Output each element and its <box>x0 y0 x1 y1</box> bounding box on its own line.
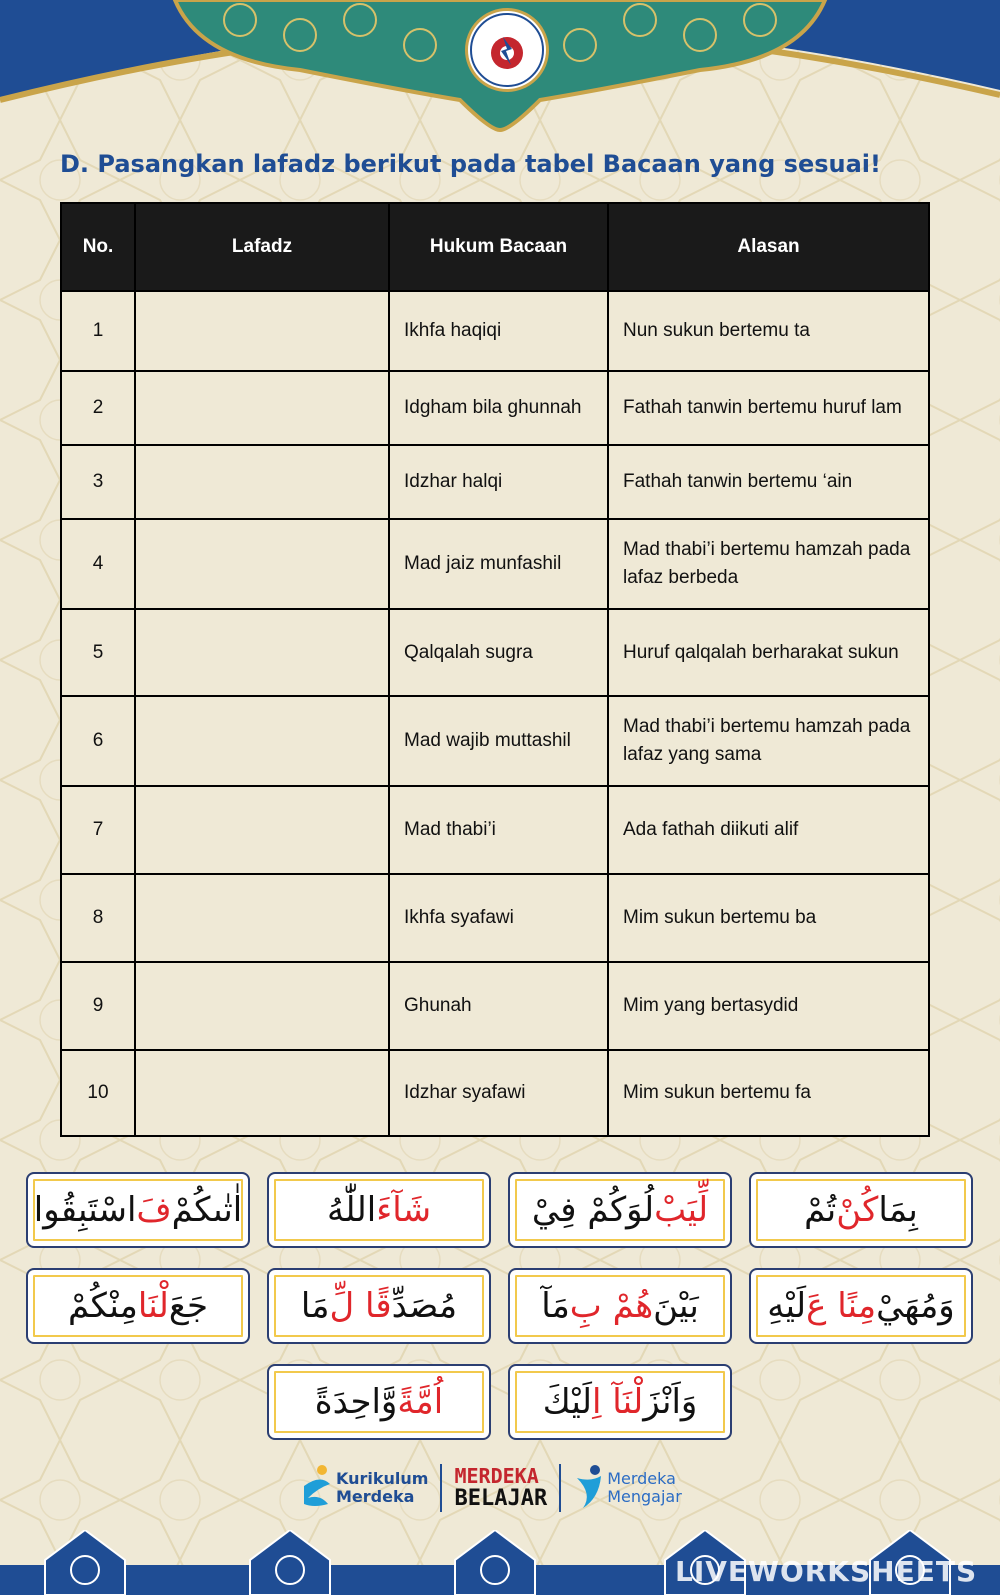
hukum-cell: Ikhfa syafawi <box>389 874 608 962</box>
card-text-post: اسْتَبِقُوا <box>33 1190 137 1230</box>
lafadz-card[interactable] <box>508 1268 732 1344</box>
table-row <box>61 371 929 445</box>
belajar-bottom: BELAJAR <box>454 1486 548 1511</box>
alasan-cell: Fathah tanwin bertemu ‘ain <box>608 445 929 519</box>
row-number: 4 <box>61 519 135 609</box>
lafadz-card[interactable] <box>749 1268 973 1344</box>
table-row <box>61 519 929 609</box>
header-hukum: Hukum Bacaan <box>389 203 608 291</box>
row-number: 6 <box>61 696 135 786</box>
card-text-post: اللّٰهُ <box>326 1190 377 1230</box>
card-text-highlight: هُمْ بِ <box>569 1286 654 1326</box>
row-number: 5 <box>61 609 135 696</box>
row-number: 8 <box>61 874 135 962</box>
lafadz-drop-slot[interactable] <box>135 609 389 696</box>
header-alasan: Alasan <box>608 203 929 291</box>
card-text-highlight: كُنْ <box>836 1190 879 1230</box>
hukum-cell: Mad jaiz munfashil <box>389 519 608 609</box>
card-text-pre: اٰتٰىكُمْ <box>171 1190 243 1230</box>
alasan-cell: Mim yang bertasydid <box>608 962 929 1050</box>
liveworksheets-watermark: LIVEWORKSHEETS <box>675 1555 978 1588</box>
card-text-highlight: شَآءَ <box>376 1190 432 1230</box>
table-row <box>61 445 929 519</box>
header-no: No. <box>61 203 135 291</box>
card-text-pre: وَمُهَيْ <box>876 1286 955 1326</box>
table-row <box>61 696 929 786</box>
lafadz-drop-slot[interactable] <box>135 445 389 519</box>
hukum-cell: Idzhar syafawi <box>389 1050 608 1136</box>
table-row <box>61 962 929 1050</box>
merdeka-top: MERDEKA <box>454 1464 539 1488</box>
alasan-cell: Nun sukun bertemu ta <box>608 291 929 371</box>
card-text-highlight: لْنَا <box>137 1286 169 1326</box>
merdeka-belajar-logo <box>454 1465 547 1511</box>
merdeka-mengajar-logo <box>573 1464 682 1512</box>
lafadz-drop-slot[interactable] <box>135 371 389 445</box>
mengajar-icon <box>573 1464 607 1512</box>
lafadz-card[interactable] <box>26 1172 250 1248</box>
lafadz-card[interactable] <box>267 1364 491 1440</box>
card-text-pre: مُصَدِّ <box>391 1286 458 1326</box>
alasan-cell: Mim sukun bertemu ba <box>608 874 929 962</box>
lafadz-drop-slot[interactable] <box>135 696 389 786</box>
card-text-pre: جَعَ <box>168 1286 208 1326</box>
instruction-title: D. Pasangkan lafadz berikut pada tabel Bacaan yang sesuai! <box>60 150 881 178</box>
alasan-cell: Mad thabi’i bertemu hamzah pada lafaz berbeda <box>608 519 929 609</box>
lafadz-card[interactable] <box>508 1364 732 1440</box>
card-text-pre: بَيْنَ <box>653 1286 699 1326</box>
row-number: 10 <box>61 1050 135 1136</box>
footer-divider <box>559 1464 561 1512</box>
hukum-cell: Ikhfa haqiqi <box>389 291 608 371</box>
lafadz-drop-slot[interactable] <box>135 962 389 1050</box>
card-text-highlight: قًا لِّ <box>329 1286 392 1326</box>
hukum-cell: Idgham bila ghunnah <box>389 371 608 445</box>
card-text-post: لُوَكُمْ فِيْ <box>531 1190 655 1230</box>
kurikulum-line1: Kurikulum <box>336 1469 429 1488</box>
row-number: 7 <box>61 786 135 874</box>
table-row <box>61 874 929 962</box>
footer-logos <box>300 1458 700 1518</box>
lafadz-card[interactable] <box>508 1172 732 1248</box>
lafadz-drop-slot[interactable] <box>135 519 389 609</box>
lafadz-drop-slot[interactable] <box>135 874 389 962</box>
lafadz-drop-slot[interactable] <box>135 786 389 874</box>
kurikulum-merdeka-logo <box>300 1464 428 1512</box>
lafadz-card[interactable] <box>749 1172 973 1248</box>
lafadz-drop-slot[interactable] <box>135 291 389 371</box>
lafadz-card[interactable] <box>267 1268 491 1344</box>
hukum-cell: Mad thabi’i <box>389 786 608 874</box>
hukum-cell: Ghunah <box>389 962 608 1050</box>
mengajar-line2: Mengajar <box>607 1487 682 1506</box>
card-text-highlight: لِّيَبْ <box>654 1190 709 1230</box>
kurikulum-line2: Merdeka <box>336 1487 415 1506</box>
card-text-post: لَيْكَ <box>542 1382 592 1422</box>
alasan-cell: Mad thabi’i bertemu hamzah pada lafaz yang sama <box>608 696 929 786</box>
lafadz-card[interactable] <box>26 1268 250 1344</box>
row-number: 1 <box>61 291 135 371</box>
matching-table <box>60 202 930 1137</box>
alasan-cell: Huruf qalqalah berharakat sukun <box>608 609 929 696</box>
hukum-cell: Idzhar halqi <box>389 445 608 519</box>
lafadz-drop-slot[interactable] <box>135 1050 389 1136</box>
card-text-pre: وَاَنْزَ <box>643 1382 698 1422</box>
table-row <box>61 609 929 696</box>
hukum-cell: Qalqalah sugra <box>389 609 608 696</box>
school-logo <box>465 8 549 92</box>
table-row <box>61 1050 929 1136</box>
row-number: 3 <box>61 445 135 519</box>
alasan-cell: Ada fathah diikuti alif <box>608 786 929 874</box>
card-text-post: وَّاحِدَةً <box>314 1382 398 1422</box>
table-row <box>61 786 929 874</box>
card-text-post: تُمْ <box>804 1190 837 1230</box>
alasan-cell: Mim sukun bertemu fa <box>608 1050 929 1136</box>
card-text-highlight: اُمَّةً <box>397 1382 444 1422</box>
card-text-post: مَا <box>300 1286 330 1326</box>
lafadz-card[interactable] <box>267 1172 491 1248</box>
hukum-cell: Mad wajib muttashil <box>389 696 608 786</box>
header-lafadz: Lafadz <box>135 203 389 291</box>
row-number: 9 <box>61 962 135 1050</box>
card-text-highlight: مِنًا عَ <box>806 1286 877 1326</box>
table-row <box>61 291 929 371</box>
row-number: 2 <box>61 371 135 445</box>
card-text-highlight: لْنَآ اِ <box>591 1382 644 1422</box>
card-text-post: لَيْهِ <box>767 1286 807 1326</box>
card-text-post: مَآ <box>541 1286 570 1326</box>
mengajar-line1: Merdeka <box>607 1469 676 1488</box>
alasan-cell: Fathah tanwin bertemu huruf lam <box>608 371 929 445</box>
card-text-pre: بِمَا <box>878 1190 918 1230</box>
card-text-highlight: فَ <box>136 1190 172 1230</box>
footer-divider <box>440 1464 442 1512</box>
card-text-post: مِنْكُمْ <box>68 1286 138 1326</box>
kurikulum-icon <box>300 1464 336 1512</box>
